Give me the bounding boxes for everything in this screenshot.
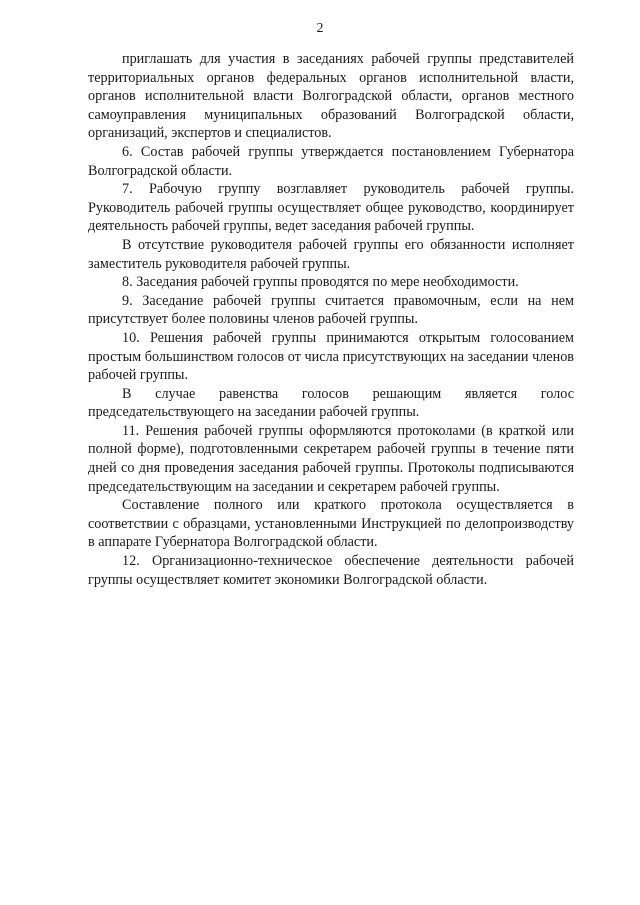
paragraph-6-composition: 6. Состав рабочей группы утверждается постановлением Губернатора Волгоградской области. bbox=[88, 143, 574, 179]
paragraph-9-quorum: 9. Заседание рабочей группы считается правомочным, если на нем присутствует более половины членов рабочей группы. bbox=[88, 292, 574, 328]
paragraph-11-protocols: 11. Решения рабочей группы оформляются протоколами (в краткой или полной форме), подготовленными секретарем рабочей группы в течение пяти дней со дня проведения заседания рабочей группы. Протоколы подписываются председательствующим на заседании и секретарем рабочей группы. bbox=[88, 422, 574, 495]
document-body bbox=[88, 50, 574, 589]
paragraph-8-meetings: 8. Заседания рабочей группы проводятся по мере необходимости. bbox=[122, 274, 519, 291]
paragraph-10-tie-vote: В случае равенства голосов решающим является голос председательствующего на заседании рабочей группы. bbox=[88, 385, 574, 421]
paragraph-10-decisions: 10. Решения рабочей группы принимаются открытым голосованием простым большинством голосов от числа присутствующих на заседании членов рабочей группы. bbox=[88, 329, 574, 384]
paragraph-7-deputy: В отсутствие руководителя рабочей группы его обязанности исполняет заместитель руководителя рабочей группы. bbox=[88, 236, 574, 272]
paragraph-7-leader: 7. Рабочую группу возглавляет руководитель рабочей группы. Руководитель рабочей группы осуществляет общее руководство, координирует деятельность рабочей группы, ведет заседания рабочей группы. bbox=[88, 181, 574, 235]
paragraph-11-protocol-drafting: Составление полного или краткого протокола осуществляется в соответствии с образцами, установленными Инструкцией по делопроизводству в аппарате Губернатора Волгоградской области. bbox=[88, 497, 574, 551]
paragraph-12-support: 12. Организационно-техническое обеспечение деятельности рабочей группы осуществляет комитет экономики Волгоградской области. bbox=[88, 553, 574, 588]
page-number: 2 bbox=[316, 21, 324, 36]
paragraph-invite-participants: приглашать для участия в заседаниях рабочей группы представителей территориальных органов федеральных органов исполнительной власти, органов исполнительной власти Волгоградской области, органов местного самоуправления муниципальных образований Волгоградской области, организаций, экспертов и специалистов. bbox=[88, 51, 574, 142]
